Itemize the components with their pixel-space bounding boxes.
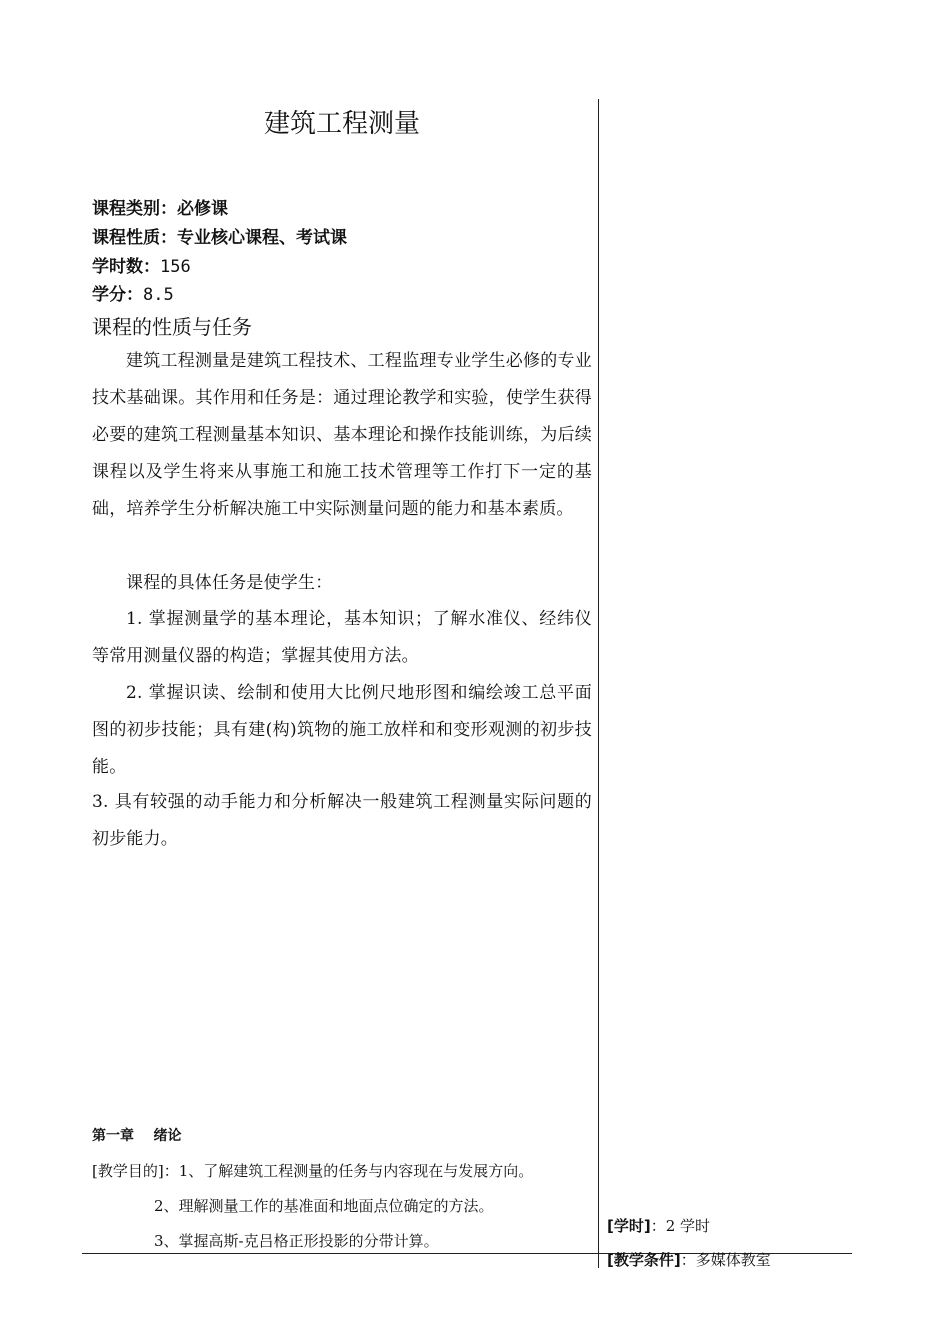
hours-label: 学时数：: [92, 257, 160, 277]
course-type-label: 课程类别：: [92, 199, 177, 219]
document-title: 建筑工程测量: [263, 109, 420, 139]
course-nature-value: 专业核心课程、考试课: [177, 228, 347, 248]
hours-value: 156: [160, 257, 191, 277]
course-type-value: 必修课: [177, 199, 228, 219]
teaching-goal-2: 2、理解测量工作的基准面和地面点位确定的方法。: [154, 1197, 494, 1215]
intro-paragraph: 建筑工程测量是建筑工程技术、工程监理专业学生必修的专业技术基础课。其作用和任务是：通过理论教学和实验，使学生获得必要的建筑工程测量基本知识、基本理论和操作技能训练，为后续课程以及学生将来从事施工和施工技术管理等工作打下一定的基础，培养学生分析解决施工中实际测量问题的能力和基本素质。: [92, 351, 592, 519]
course-type-line: [92, 198, 228, 220]
task-3-paragraph: 3. 具有较强的动手能力和分析解决一般建筑工程测量实际问题的初步能力。: [92, 792, 592, 849]
teaching-goals-label: [教学目的]：: [92, 1162, 179, 1180]
task-2-paragraph: 2. 掌握识读、绘制和使用大比例尺地形图和编绘竣工总平面图的初步技能；具有建(构)筑物的施工放样和和变形观测的初步技能。: [92, 683, 592, 777]
credits-value: 8.5: [143, 285, 174, 305]
section-heading: 课程的性质与任务: [92, 315, 252, 339]
course-nature-label: 课程性质：: [92, 228, 177, 248]
side-hours-value: ：2 学时: [650, 1217, 711, 1235]
credits-line: [92, 284, 174, 306]
chapter-heading: 第一章 绪论: [92, 1128, 182, 1144]
tasks-lead-paragraph: 课程的具体任务是使学生：: [126, 573, 333, 593]
teaching-goal-1: [92, 1160, 533, 1182]
side-conditions-value: ：多媒体教室: [680, 1251, 771, 1269]
hours-line: [92, 256, 191, 278]
credits-label: 学分：: [92, 285, 143, 305]
side-hours-label: [学时]: [607, 1217, 651, 1235]
side-hours: [607, 1215, 710, 1237]
teaching-goal-1-text: 1、了解建筑工程测量的任务与内容现在与发展方向。: [178, 1162, 534, 1180]
teaching-goal-3: 3、掌握高斯-克吕格正形投影的分带计算。: [154, 1232, 439, 1250]
course-nature-line: [92, 227, 347, 249]
column-divider: [598, 99, 599, 1268]
task-1-paragraph: 1. 掌握测量学的基本理论，基本知识；了解水准仪、经纬仪等常用测量仪器的构造；掌握其使用方法。: [92, 609, 592, 666]
side-conditions-label: [教学条件]: [607, 1251, 681, 1269]
side-conditions: [607, 1249, 771, 1271]
